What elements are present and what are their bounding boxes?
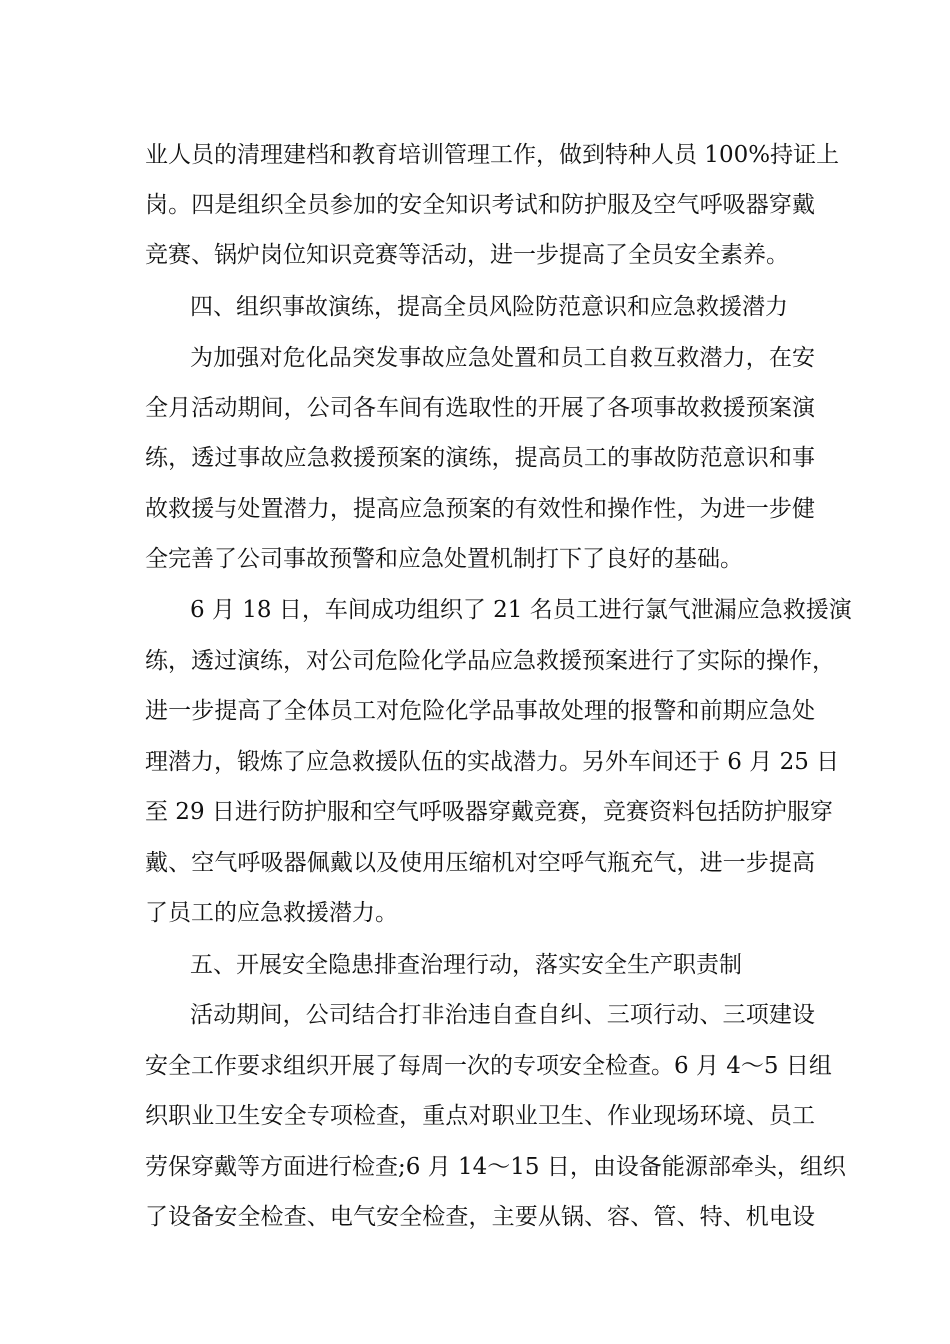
body-text-line: 故救援与处置潜力，提高应急预案的有效性和操作性，为进一步健 <box>145 496 815 522</box>
body-text-line: 戴、空气呼吸器佩戴以及使用压缩机对空呼气瓶充气，进一步提高 <box>145 850 815 876</box>
section-heading: 四、组织事故演练，提高全员风险防范意识和应急救援潜力 <box>190 294 788 320</box>
body-text-line: 竞赛、锅炉岗位知识竞赛等活动，进一步提高了全员安全素养。 <box>145 242 789 268</box>
body-text-line: 业人员的清理建档和教育培训管理工作，做到特种人员 100%持证上 <box>145 142 840 168</box>
body-text-line: 织职业卫生安全专项检查，重点对职业卫生、作业现场环境、员工 <box>145 1103 815 1129</box>
body-text-line: 至 29 日进行防护服和空气呼吸器穿戴竞赛，竞赛资料包括防护服穿 <box>145 799 833 825</box>
body-text-line: 全完善了公司事故预警和应急处置机制打下了良好的基础。 <box>145 546 743 572</box>
body-text-line: 练，透过演练，对公司危险化学品应急救援预案进行了实际的操作， <box>145 648 835 674</box>
section-heading: 五、开展安全隐患排查治理行动，落实安全生产职责制 <box>190 952 742 978</box>
body-text-line: 练，透过事故应急救援预案的演练，提高员工的事故防范意识和事 <box>145 445 815 471</box>
body-text-line: 为加强对危化品突发事故应急处置和员工自救互救潜力，在安 <box>190 345 815 371</box>
body-text-line: 理潜力，锻炼了应急救援队伍的实战潜力。另外车间还于 6 月 25 日 <box>145 749 840 775</box>
body-text-line: 活动期间，公司结合打非治违自查自纠、三项行动、三项建设 <box>190 1002 815 1028</box>
body-text-line: 6 月 18 日，车间成功组织了 21 名员工进行氯气泄漏应急救援演 <box>190 597 852 623</box>
body-text-line: 进一步提高了全体员工对危险化学品事故处理的报警和前期应急处 <box>145 698 815 724</box>
body-text-line: 安全工作要求组织开展了每周一次的专项安全检查。6 月 4～5 日组 <box>145 1053 832 1079</box>
body-text-line: 岗。四是组织全员参加的安全知识考试和防护服及空气呼吸器穿戴 <box>145 192 815 218</box>
body-text-line: 全月活动期间，公司各车间有选取性的开展了各项事故救援预案演 <box>145 395 815 421</box>
body-text-line: 劳保穿戴等方面进行检查;6 月 14～15 日，由设备能源部牵头，组织 <box>145 1154 846 1180</box>
body-text-line: 了员工的应急救援潜力。 <box>145 900 398 926</box>
body-text-line: 了设备安全检查、电气安全检查，主要从锅、容、管、特、机电设 <box>145 1204 815 1230</box>
